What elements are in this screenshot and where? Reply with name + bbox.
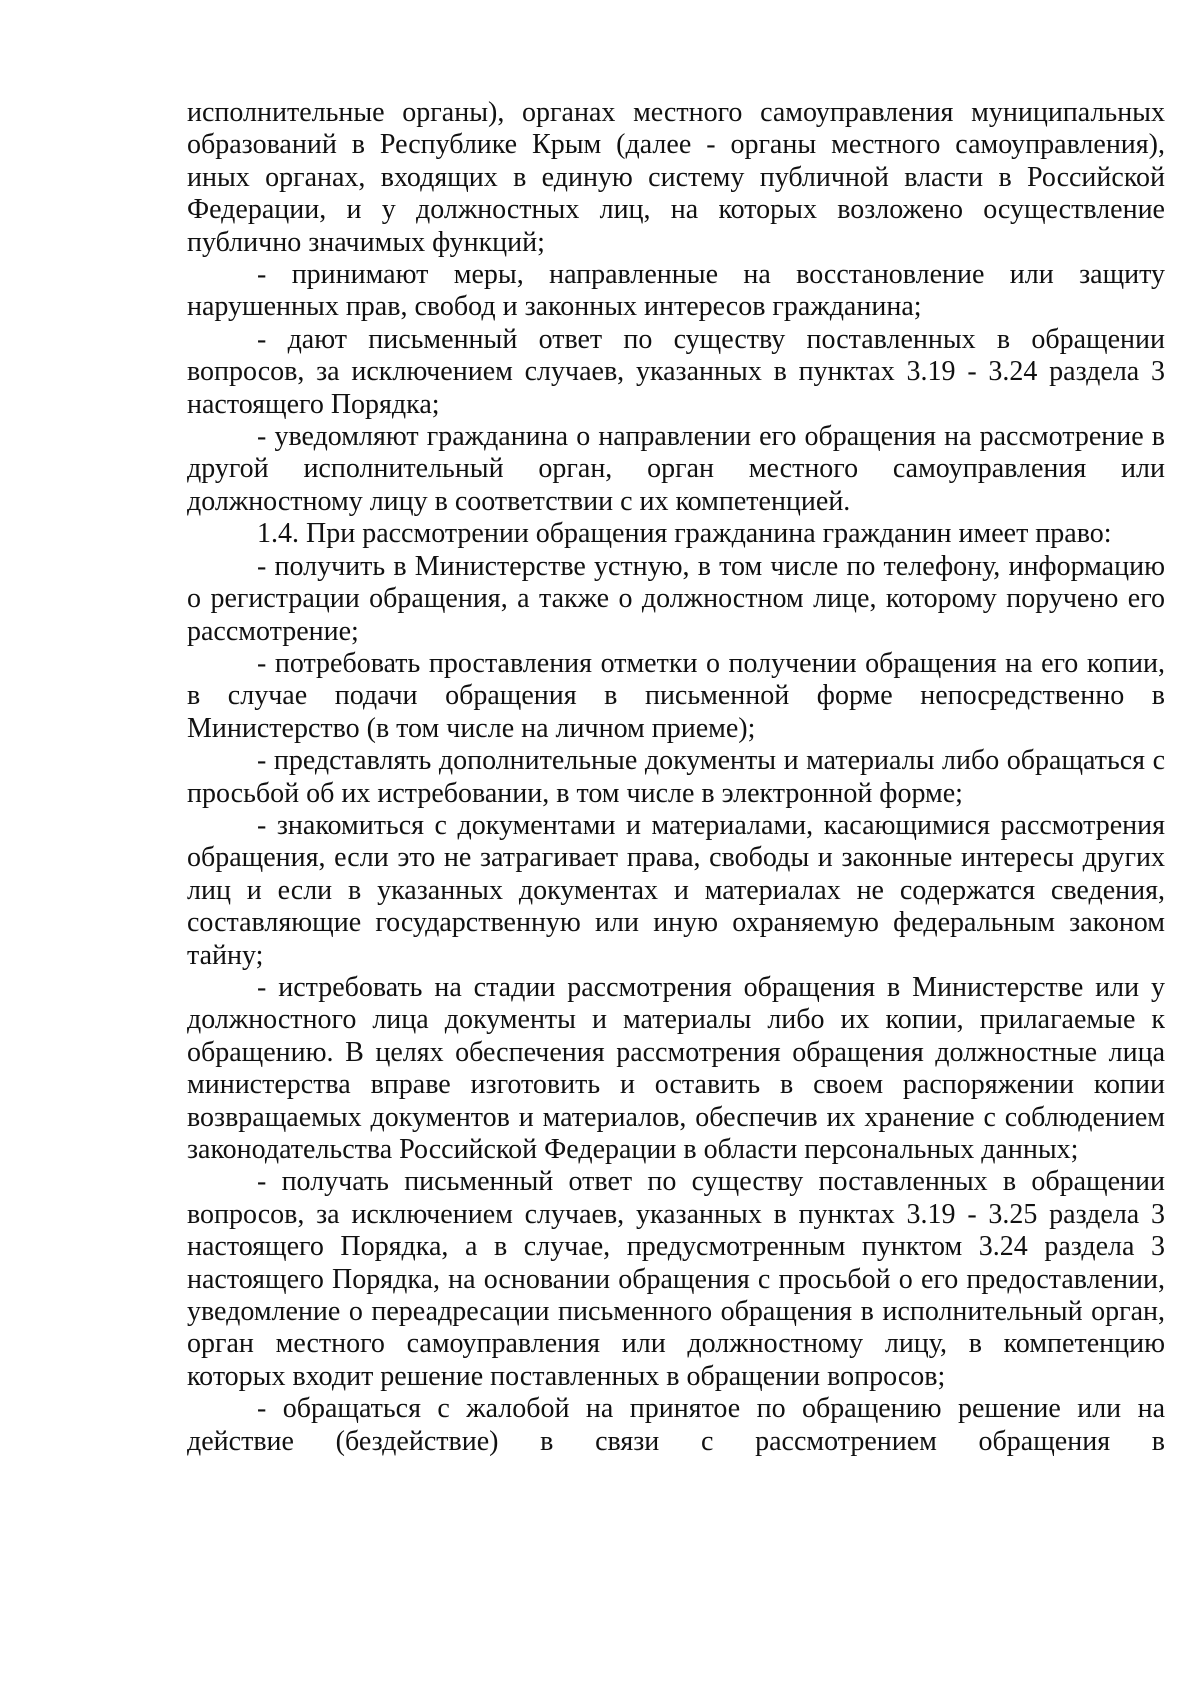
paragraph-3: - дают письменный ответ по существу поставленных в обращении вопросов, за исключением случаев, указанных в пунктах 3.19 - 3.24 раздела 3 настоящего Порядка; bbox=[187, 323, 1165, 420]
paragraph-6: - получить в Министерстве устную, в том числе по телефону, информацию о регистрации обращения, а также о должностном лице, которому поручено его рассмотрение; bbox=[187, 550, 1165, 647]
paragraph-11: - получать письменный ответ по существу поставленных в обращении вопросов, за исключением случаев, указанных в пунктах 3.19 - 3.25 раздела 3 настоящего Порядка, а в случае, предусмотренным пунктом 3.24 раздела 3 настоящего Порядка, на основании обращения с просьбой о его предоставлении, уведомление о переадресации письменного обращения в исполнительный орган, орган местного самоуправления или должностному лицу, в компетенцию которых входит решение поставленных в обращении вопросов; bbox=[187, 1166, 1165, 1392]
paragraph-4: - уведомляют гражданина о направлении его обращения на рассмотрение в другой исполнительный орган, орган местного самоуправления или должностному лицу в соответствии с их компетенцией. bbox=[187, 421, 1165, 517]
paragraph-9: - знакомиться с документами и материалами, касающимися рассмотрения обращения, если это не затрагивает права, свободы и законные интересы других лиц и если в указанных документах и материалах не содержатся сведения, составляющие государственную или иную охраняемую федеральным законом тайну; bbox=[187, 809, 1165, 971]
paragraph-12: - обращаться с жалобой на принятое по обращению решение или на действие (бездействие) в связи с рассмотрением обращения в bbox=[187, 1393, 1165, 1457]
paragraph-10: - истребовать на стадии рассмотрения обращения в Министерстве или у должностного лица документы и материалы либо их копии, прилагаемые к обращению. В целях обеспечения рассмотрения обращения должностные лица министерства вправе изготовить и оставить в своем распоряжении копии возвращаемых документов и материалов, обеспечив их хранение с соблюдением законодательства Российской Федерации в области персональных данных; bbox=[187, 971, 1165, 1165]
paragraph-1: исполнительные органы), органах местного самоуправления муниципальных образований в Республике Крым (далее - органы местного самоуправления), иных органах, входящих в единую систему публичной власти в Российской Федерации, и у должностных лиц, на которых возложено осуществление публично значимых функций; bbox=[187, 97, 1165, 258]
document-page bbox=[187, 97, 1165, 1458]
paragraph-5-clause-1-4: 1.4. При рассмотрении обращения гражданина гражданин имеет право: bbox=[257, 518, 1112, 550]
paragraph-2: - принимают меры, направленные на восстановление или защиту нарушенных прав, свобод и законных интересов гражданина; bbox=[187, 259, 1165, 323]
paragraph-7: - потребовать проставления отметки о получении обращения на его копии, в случае подачи обращения в письменной форме непосредственно в Министерство (в том числе на личном приеме); bbox=[187, 647, 1165, 744]
paragraph-8: - представлять дополнительные документы и материалы либо обращаться с просьбой об их истребовании, в том числе в электронной форме; bbox=[187, 745, 1165, 809]
